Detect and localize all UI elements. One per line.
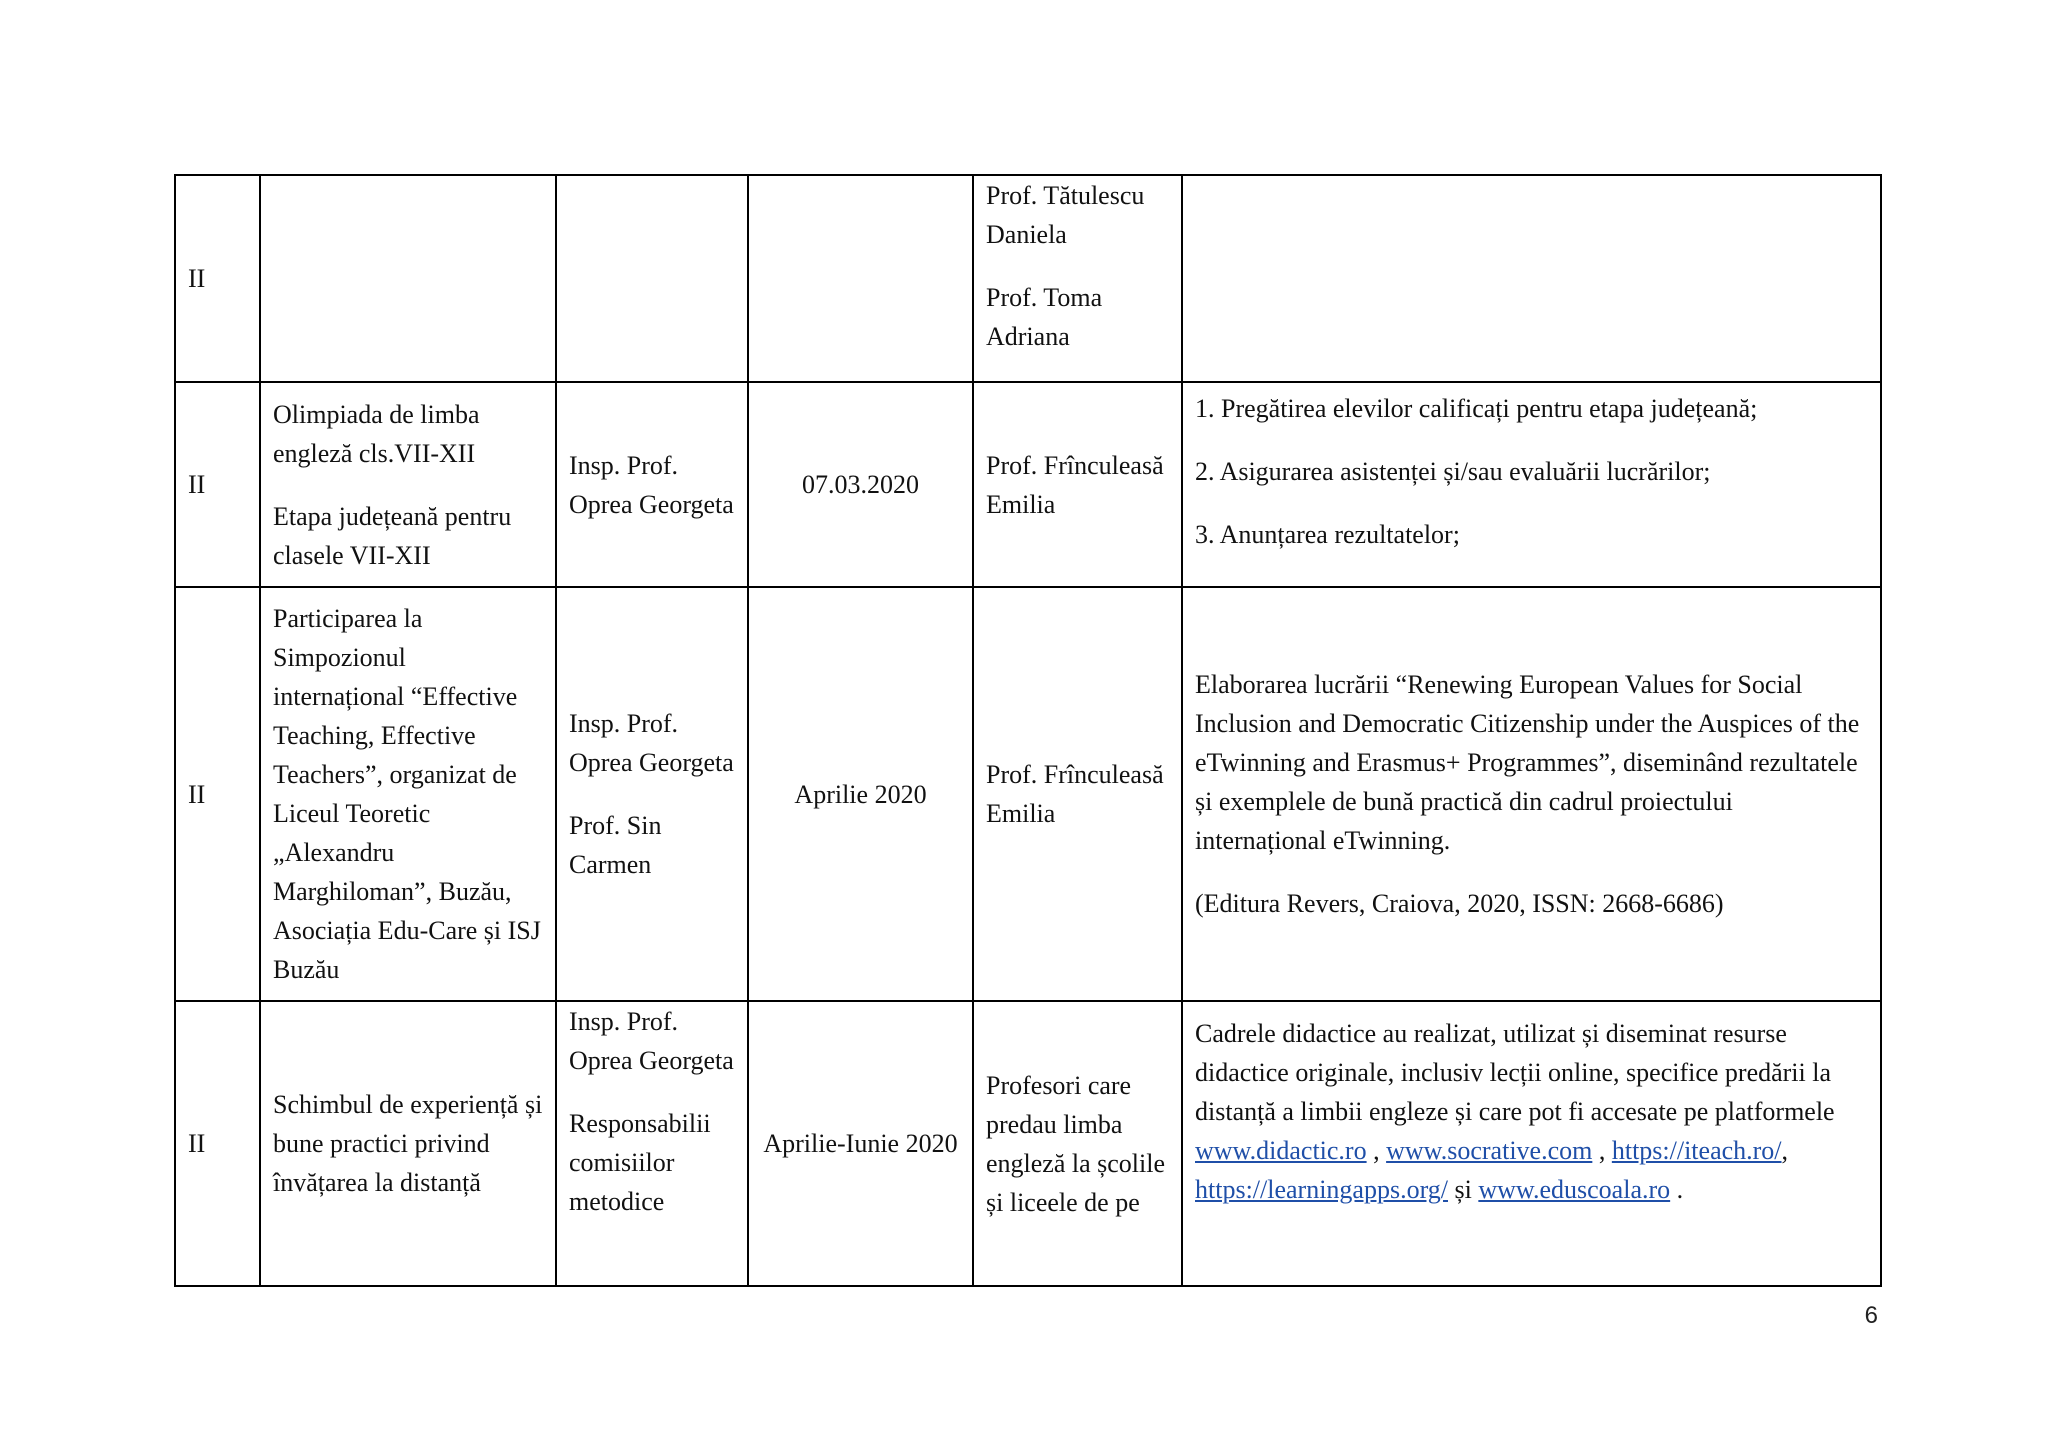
responsible-cell (973, 175, 1182, 382)
responsible-cell (973, 382, 1182, 587)
level-text: II (188, 779, 206, 809)
results-text: (Editura Revers, Craiova, 2020, ISSN: 2668-6686) (1195, 889, 1724, 918)
results-cell (1182, 382, 1881, 587)
row-level-cell (175, 382, 260, 587)
results-text: 2. Asigurarea asistenței și/sau evaluării lucrărilor; (1195, 457, 1711, 486)
coordinator-text: Prof. Sin Carmen (569, 811, 662, 879)
activity-text: Participarea la Simpozionul internațional “Effective Teaching, Effective Teachers”, organizat de Liceul Teoretic „Alexandru Marghiloman”, Buzău, Asociația Edu-Care și ISJ Buzău (273, 604, 541, 984)
results-text: 1. Pregătirea elevilor calificați pentru etapa județeană; (1195, 394, 1758, 423)
activity-cell (260, 587, 556, 1001)
responsible-cell (973, 1001, 1182, 1286)
date-cell (748, 382, 973, 587)
coordinator-text: Responsabilii comisiilor metodice (569, 1109, 711, 1216)
responsible-cell (973, 587, 1182, 1001)
row-level-cell (175, 175, 260, 382)
activity-text: Etapa județeană pentru clasele VII-XII (273, 501, 512, 570)
row-level-cell (175, 587, 260, 1001)
level-text: II (188, 470, 206, 499)
results-paragraph (1195, 1014, 1868, 1209)
table-row (175, 382, 1881, 587)
results-text: 3. Anunțarea rezultatelor; (1195, 520, 1460, 549)
results-cell (1182, 1001, 1881, 1286)
level-text: II (188, 1129, 206, 1158)
activity-cell (260, 175, 556, 382)
activities-table (174, 174, 1882, 1287)
learningapps-link[interactable]: https://learningapps.org/ (1195, 1175, 1448, 1204)
separator-text: . (1670, 1175, 1684, 1204)
coordinator-cell (556, 1001, 748, 1286)
eduscoala-link[interactable]: www.eduscoala.ro (1478, 1175, 1671, 1204)
separator-text: , (1781, 1136, 1789, 1165)
coordinator-text: Insp. Prof. Oprea Georgeta (569, 1007, 734, 1075)
activity-text: Schimbul de experiență și bune practici privind învățarea la distanță (273, 1090, 543, 1197)
activity-text: Olimpiada de limba engleză cls.VII-XII (273, 399, 480, 468)
coordinator-text: Insp. Prof. Oprea Georgeta (569, 450, 734, 519)
table-row (175, 175, 1881, 382)
results-cell (1182, 587, 1881, 1001)
date-cell (748, 1001, 973, 1286)
table-row (175, 1001, 1881, 1286)
coordinator-cell (556, 587, 748, 1001)
date-text: Aprilie 2020 (794, 779, 927, 809)
coordinator-text: Insp. Prof. Oprea Georgeta (569, 709, 734, 777)
date-cell (748, 175, 973, 382)
responsible-text: Prof. Frînculeasă Emilia (986, 760, 1164, 828)
coordinator-cell (556, 175, 748, 382)
results-text: Elaborarea lucrării “Renewing European Values for Social Inclusion and Democratic Citizenship under the Auspices of the eTwinning and Erasmus+ Programmes”, diseminând rezultatele și exemplele de bună practică din cadrul proiectului internațional eTwinning. (1195, 670, 1860, 855)
responsible-text: Prof. Frînculeasă Emilia (986, 450, 1164, 519)
didactic-link[interactable]: www.didactic.ro (1195, 1136, 1367, 1165)
socrative-link[interactable]: www.socrative.com (1386, 1136, 1593, 1165)
separator-text: și (1448, 1175, 1479, 1204)
row-level-cell (175, 1001, 260, 1286)
date-text: 07.03.2020 (802, 470, 919, 499)
responsible-text: Prof. Tătulescu Daniela (986, 181, 1145, 249)
results-text: Cadrele didactice au realizat, utilizat și diseminat resurse didactice originale, inclusiv lecții online, specifice predării la distanță a limbii engleze și care pot fi accesate pe platformele (1195, 1019, 1835, 1126)
level-text: II (188, 264, 206, 293)
responsible-text: Prof. Toma Adriana (986, 283, 1103, 351)
activity-cell (260, 382, 556, 587)
responsible-text: Profesori care predau limba engleză la școlile și liceele de pe (986, 1070, 1166, 1217)
separator-text: , (1592, 1136, 1612, 1165)
results-cell (1182, 175, 1881, 382)
coordinator-cell (556, 382, 748, 587)
page-number: 6 (1864, 1302, 1878, 1329)
separator-text: , (1366, 1136, 1387, 1165)
activity-cell (260, 1001, 556, 1286)
iteach-link[interactable]: https://iteach.ro/ (1611, 1136, 1782, 1165)
date-text: Aprilie-Iunie 2020 (763, 1129, 958, 1158)
table-row (175, 587, 1881, 1001)
date-cell (748, 587, 973, 1001)
